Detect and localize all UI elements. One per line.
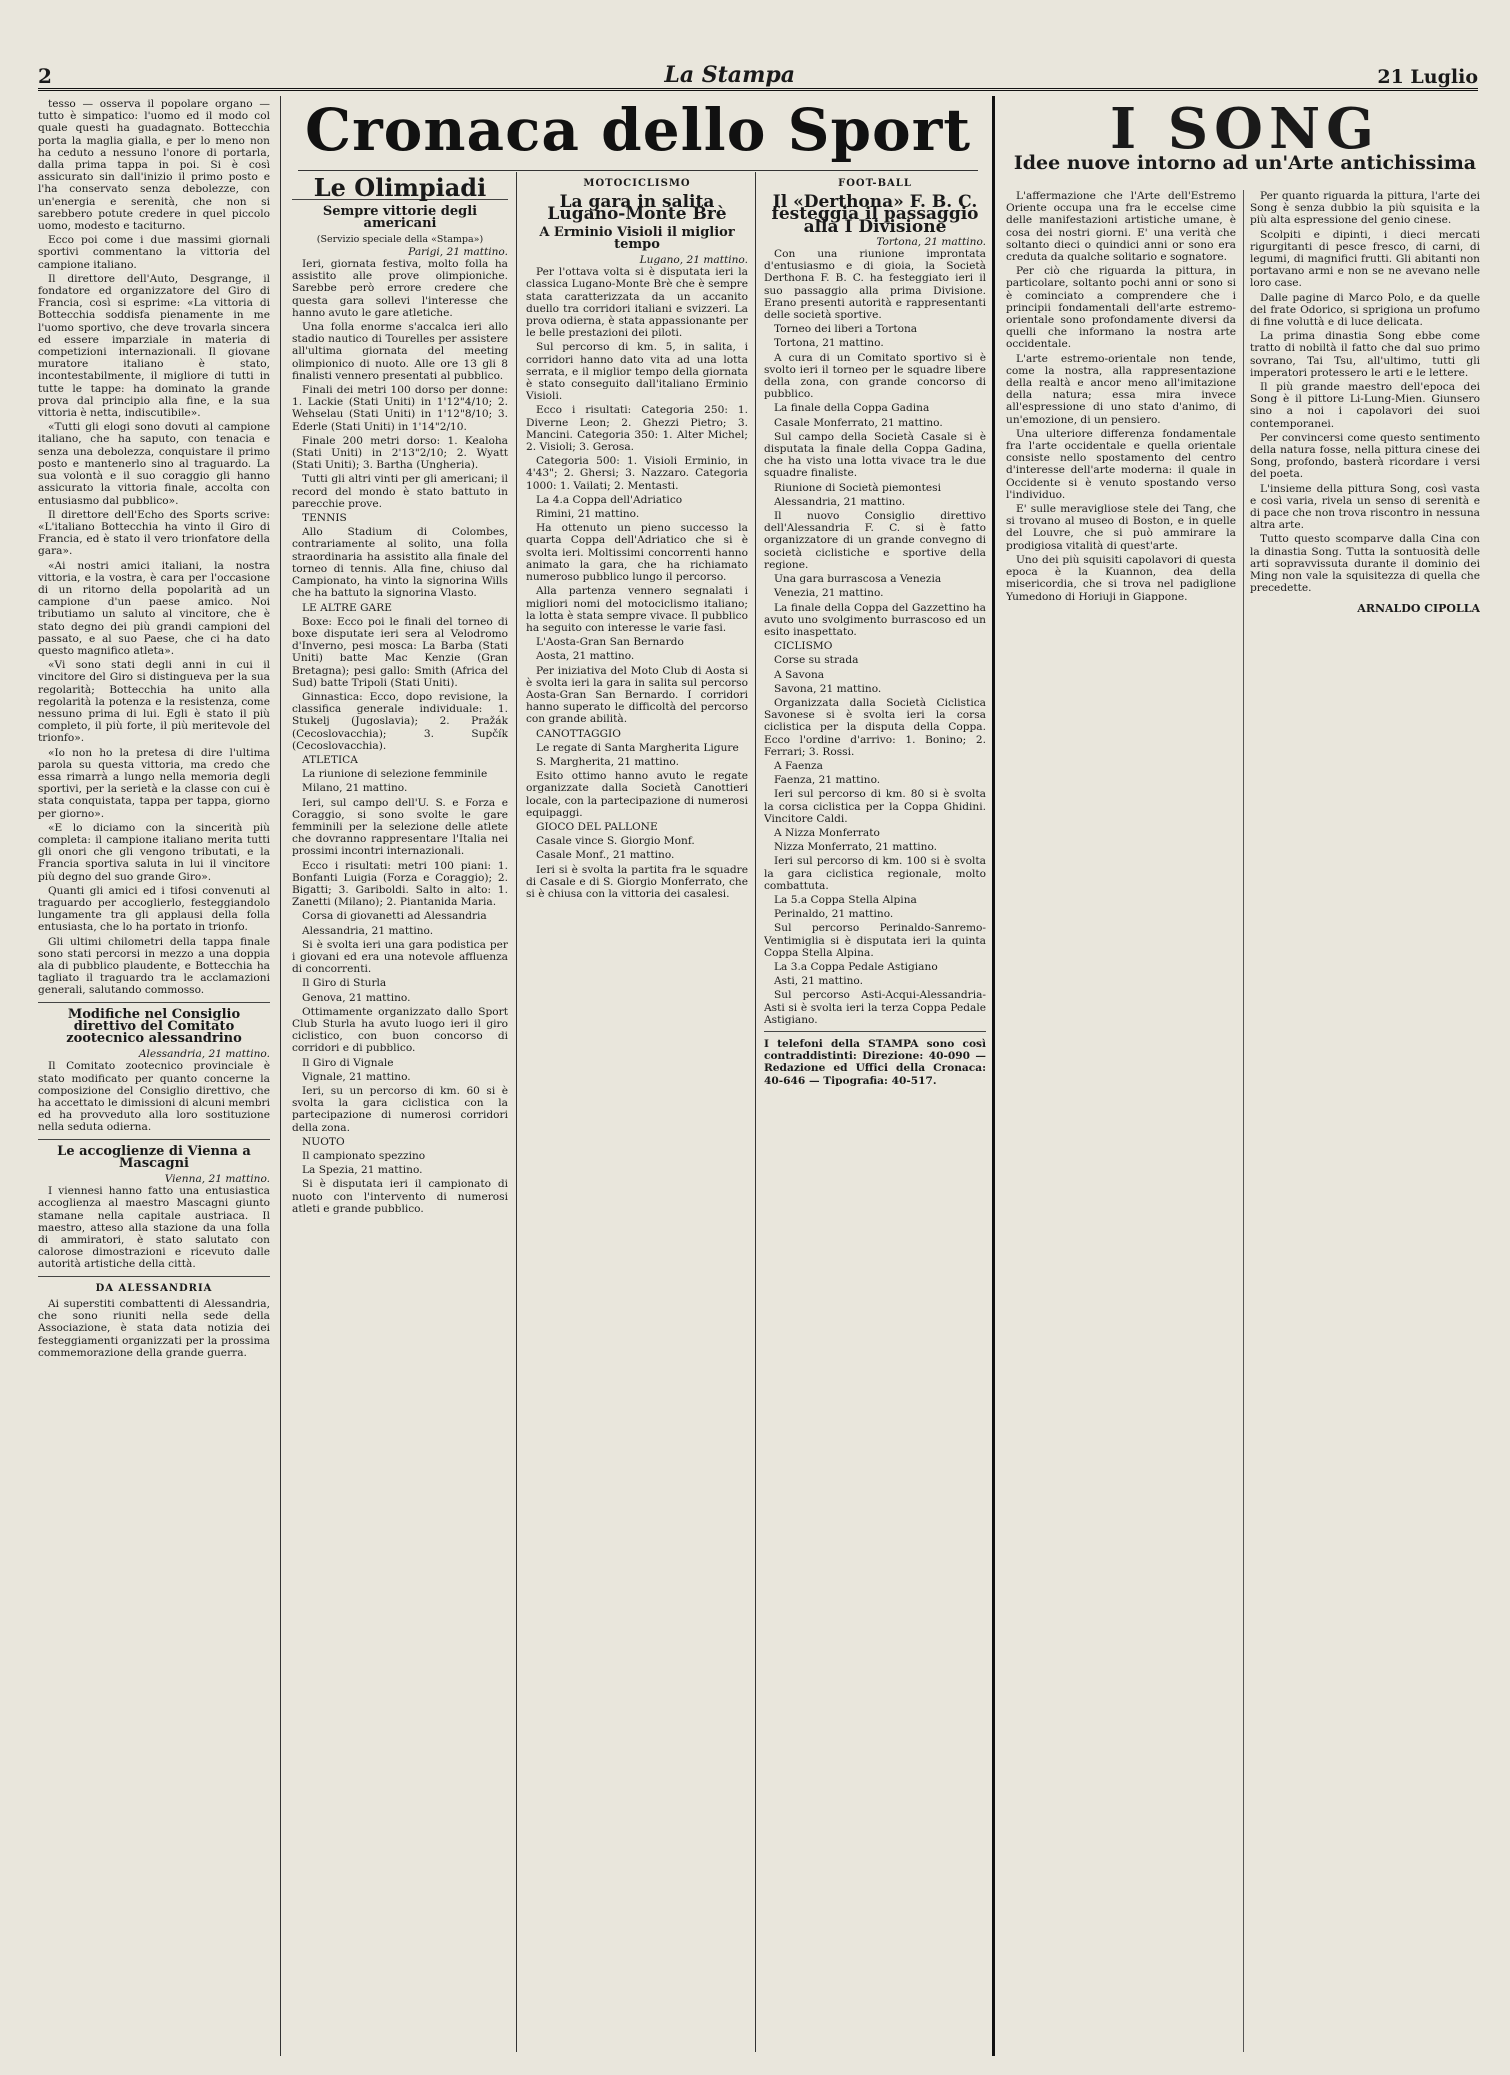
section-divider	[38, 1276, 270, 1277]
column-3	[526, 176, 748, 2052]
article-paragraph: «Ai nostri amici italiani, la nostra vittoria, e la vostra, è cara per l'occasione di un ritorno della popolarità ad un campione d'un paese amico. Noi tributiamo un saluto al vincitore, che è stato degno dei più grandi campioni del passato, e al suo Paese, che ci ha dato questo magnifico atleta».	[38, 559, 270, 657]
article-paragraph: E' sulle meravigliose stele dei Tang, che si trovano al museo di Boston, e in quelle del Louvre, che si può ammirare la prodigiosa vitalità di quest'arte.	[1006, 503, 1236, 552]
article-paragraph: «Tutti gli elogi sono dovuti al campione italiano, che ha saputo, con tenacia e senza una debolezza, conquistare il primo posto e mantenerlo sino al traguardo. La sua volontà e il suo coraggio gli hanno assicurato la vittoria finale, accolta con entusiasmo dal pubblico».	[38, 421, 270, 507]
article-paragraph: TENNIS	[302, 512, 347, 525]
article-paragraph: La riunione di selezione femminile	[302, 768, 488, 781]
column-rule	[755, 172, 756, 2052]
article-paragraph: Finali dei metri 100 dorso per donne: 1. Lackie (Stati Uniti) in 1'12"4/10; 2. Wehselau (Stati Uniti) in 1'12"8/10; 3. Ederle (Stati Uniti) in 1'14"2/10.	[292, 384, 508, 433]
article-paragraph: A Nizza Monferrato	[774, 826, 880, 839]
article-paragraph: A Savona	[774, 668, 825, 681]
article-paragraph: Savona, 21 mattino.	[774, 682, 882, 695]
column-3-body	[526, 266, 748, 900]
article-paragraph: Tutto questo scomparve dalla Cina con la dinastia Song. Tutta la sontuosità delle arti sopravvissuta durante il dominio dei Ming non vale la squisitezza di quella che precedette.	[1250, 533, 1480, 595]
article-paragraph: Ieri sul percorso di km. 80 si è svolta la corsa ciclistica per la Coppa Ghidini. Vincitore Caldi.	[764, 788, 986, 825]
article-paragraph: Per quanto riguarda la pittura, l'arte dei Song è senza dubbio la più squisita e la più alta espressione del genio cinese.	[1250, 190, 1480, 227]
article-paragraph: Ieri, su un percorso di km. 60 si è svolta la gara ciclistica con la partecipazione di numerosi corridori della zona.	[292, 1085, 508, 1134]
article-paragraph: Aosta, 21 mattino.	[536, 650, 635, 663]
article-paragraph: Sul percorso Asti-Acqui-Alessandria-Asti si è svolta ieri la terza Coppa Pedale Astigiano.	[764, 989, 986, 1026]
article-paragraph: LE ALTRE GARE	[302, 601, 392, 614]
article-paragraph: La 5.a Coppa Stella Alpina	[774, 893, 917, 906]
article-paragraph: tesso — osserva il popolare organo — tutto è simpatico: l'uomo ed il modo col quale questi ha guadagnato. Bottecchia porta la maglia gialla, e per lo meno non ha ceduto a nessuno l'onore di portarla, dalla prima tappa in poi. Si è così assicurato sin dall'inizio il primo posto e l'ha conservato senza debolezze, con un'energia e serenità, che non si sarebbero potute credere in quel piccolo uomo, modesto e taciturno.	[38, 98, 270, 233]
article-paragraph: A Faenza	[774, 759, 823, 772]
article-paragraph: Organizzata dalla Società Ciclistica Savonese si è svolta ieri la corsa ciclistica per la disputa della Coppa. Ecco l'ordine d'arrivo: 1. Bonino; 2. Ferrari; 3. Rossi.	[764, 696, 986, 758]
article-paragraph: Per iniziativa del Moto Club di Aosta si è svolta ieri la gara in salita sul percorso Aosta-Gran San Bernardo. I corridori hanno superato le difficoltà del percorso con grande abilità.	[526, 664, 748, 726]
article-paragraph: Ecco poi come i due massimi giornali sportivi commentano la vittoria del campione italiano.	[38, 234, 270, 271]
article-paragraph: L'affermazione che l'Arte dell'Estremo Oriente occupa una fra le eccelse cime delle manifestazioni artistiche umane, è cosa dei nostri giorni. E' una verità che soltanto dieci o quindici anni or sono era creduta da qualche solitario e sognatore.	[1006, 190, 1236, 264]
article-paragraph: «E lo diciamo con la sincerità più completa: il campione italiano merita tutti gli onori che gli vengono tributati, e la Francia sportiva saluta in lui il vincitore più degno del suo grande Giro».	[38, 821, 270, 883]
article-paragraph: Con una riunione improntata d'entusiasmo e di gioia, la Società Derthona F. B. C. ha festeggiato ieri il suo passaggio alla prima Divisione. Erano presenti autorità e rappresentanti delle società sportive.	[764, 248, 986, 322]
dateline: Parigi, 21 mattino.	[408, 245, 508, 258]
article-paragraph: Alessandria, 21 mattino.	[302, 924, 434, 937]
article-paragraph: Alessandria, 21 mattino.	[774, 495, 906, 508]
article-paragraph: Ieri si è svolta la partita fra le squadre di Casale e di S. Giorgio Monferrato, che si è chiusa con la vittoria dei casalesi.	[526, 863, 748, 900]
article-paragraph: Ecco i risultati: Categoria 250: 1. Diverne Leon; 2. Ghezzi Pietro; 3. Mancini. Categoria 350: 1. Alter Michel; 2. Visioli; 3. Gerosa.	[526, 404, 748, 454]
article-paragraph: Sul percorso Perinaldo-Sanremo-Ventimiglia si è disputata ieri la quinta Coppa Stella Alpina.	[764, 922, 986, 959]
article-paragraph: La Spezia, 21 mattino.	[302, 1164, 423, 1177]
paper-name: La Stampa	[664, 62, 795, 88]
article-paragraph: L'Aosta-Gran San Bernardo	[536, 636, 684, 649]
article-paragraph: A cura di un Comitato sportivo si è svolto ieri il torneo per le squadre libere della zona, con grande concorso di pubblico.	[764, 351, 986, 401]
article-paragraph: Tutti gli altri vinti per gli americani; il record del mondo è stato battuto in parecchie prove.	[292, 473, 508, 510]
column-rule-thick	[992, 96, 995, 2056]
article-heading: La gara in salita Lugano-Monte Brè	[547, 192, 727, 225]
article-paragraph: Una gara burrascosa a Venezia	[774, 573, 942, 586]
banner-rule	[298, 170, 978, 171]
column-1-body	[38, 98, 270, 997]
article-paragraph: Una folla enorme s'accalca ieri allo stadio nautico di Tourelles per assistere all'ultima giornata del meeting olimpionico di nuoto. Alle ore 13 gli 8 finalisti vennero presentati al pubblico.	[292, 321, 508, 382]
article-paragraph: Si è disputata ieri il campionato di nuoto con l'intervento di numerosi atleti e grande pubblico.	[292, 1178, 508, 1215]
article-paragraph: Quanti gli amici ed i tifosi convenuti al traguardo per accoglierlo, festeggiandolo lungamente tra gli applausi della folla entusiasta, che lo ha portato in trionfo.	[38, 884, 270, 934]
song-article-subtitle: Idee nuove intorno ad un'Arte antichissima	[1013, 152, 1477, 174]
article-paragraph: Ottimamente organizzato dallo Sport Club Sturla ha avuto luogo ieri il giro ciclistico, con buon concorso di corridori e di pubblico.	[292, 1005, 508, 1055]
article-paragraph: Alla partenza vennero segnalati i migliori nomi del motociclismo italiano; la lotta è stata sempre vivace. Il pubblico ha seguito con interesse le varie fasi.	[526, 585, 748, 634]
dateline: Tortona, 21 mattino.	[876, 235, 986, 248]
article-paragraph: Esito ottimo hanno avuto le regate organizzate dalla Società Canottieri locale, con la partecipazione di numerosi equipaggi.	[526, 770, 748, 819]
article-paragraph: «Vi sono stati degli anni in cui il vincitore del Giro si distingueva per la sua regolarità; Bottecchia ha unito alla regolarità la potenza e la resistenza, come nessuno prima di lui. Egli è stato il più completo, il più forte, il più meritevole del trionfo».	[38, 659, 270, 745]
article-paragraph: Categoria 500: 1. Visioli Erminio, in 4'43"; 2. Ghersi; 3. Nazzaro. Categoria 1000: 1. Vailati; 2. Mentasti.	[526, 455, 748, 492]
article-paragraph: La finale della Coppa Gadina	[774, 402, 930, 415]
article-paragraph: Il direttore dell'Auto, Desgrange, il fondatore ed organizzatore del Giro di Francia, così si esprime: «La vittoria di Bottecchia soddisfa pienamente in me l'uomo sportivo, che deve trovarla sincera ed essere imparziale in materia di competizioni internazionali. Il giovane muratore italiano è stato, incontestabilmente, il migliore di tutti in tutte le tappe: ha dominato la grande prova dal principio alla fine, e la sua vittoria è netta, indiscutibile».	[38, 272, 270, 420]
section-heading: Modifiche nel Consiglio direttivo del Comitato zootecnico alessandrino	[66, 1006, 242, 1047]
sport-banner-title: Cronaca dello Sport	[304, 96, 972, 164]
article-paragraph: ATLETICA	[302, 753, 358, 766]
article-paragraph: La finale della Coppa del Gazzettino ha avuto uno svolgimento burrascoso ed un esito inaspettato.	[764, 601, 986, 638]
article-paragraph: Casale Monferrato, 21 mattino.	[774, 416, 943, 429]
article-paragraph: Il campionato spezzino	[302, 1150, 426, 1163]
article-paragraph: Torneo dei liberi a Tortona	[774, 323, 918, 336]
telephone-notice: I telefoni della STAMPA sono così contraddistinti: Direzione: 40-090 — Redazione ed Uffici della Cronaca: 40-646 — Tipografia: 40-517.	[764, 1038, 986, 1087]
olympics-subheading: Sempre vittorie degli americani	[322, 204, 478, 232]
article-paragraph: Faenza, 21 mattino.	[774, 774, 881, 787]
page-number: 2	[38, 64, 52, 88]
section-kicker: MOTOCICLISMO	[583, 178, 691, 189]
column-rule	[516, 172, 517, 2052]
column-2	[292, 176, 508, 2052]
article-paragraph: NUOTO	[302, 1135, 345, 1148]
author-signature: ARNALDO CIPOLLA	[1357, 601, 1480, 615]
article-paragraph: Boxe: Ecco poi le finali del torneo di boxe disputate ieri sera al Velodromo d'Inverno, pesi mosca: La Barba (Stati Uniti) batte Mac Kenzie (Gran Bretagna); pesi gallo: Smith (Africa del Sud) batte Tripoli (Stati Uniti).	[292, 615, 508, 689]
article-paragraph: S. Margherita, 21 mattino.	[536, 755, 679, 768]
article-paragraph: Milano, 21 mattino.	[302, 782, 408, 795]
section-divider	[38, 1139, 270, 1140]
column-5	[1006, 190, 1480, 2052]
article-paragraph: Genova, 21 mattino.	[302, 991, 411, 1004]
article-paragraph: Le regate di Santa Margherita Ligure	[536, 741, 739, 754]
article-paragraph: Corsa di giovanetti ad Alessandria	[302, 910, 487, 923]
masthead	[38, 58, 1478, 91]
column-rule	[280, 96, 281, 2056]
article-paragraph: Il direttore dell'Echo des Sports scrive: «L'italiano Bottecchia ha vinto il Giro di Francia, ed è stato il vero trionfatore della gara».	[38, 508, 270, 558]
article-paragraph: Sul percorso di km. 5, in salita, i corridori hanno dato vita ad una lotta serrata, e il miglior tempo della giornata è stato conseguito dall'italiano Erminio Visioli.	[526, 341, 748, 403]
article-paragraph: Per convincersi come questo sentimento della natura fosse, nella pittura cinese dei Song, profondo, basterà ricordare i versi del poeta.	[1250, 431, 1480, 481]
article-paragraph: Tortona, 21 mattino.	[774, 337, 884, 350]
article-paragraph: La 4.a Coppa dell'Adriatico	[536, 493, 683, 506]
article-paragraph: Ieri, sul campo dell'U. S. e Forza e Coraggio, si sono svolte le gare femminili per la selezione delle atlete che dovranno rappresentare l'Italia nei prossimi incontri internazionali.	[292, 796, 508, 858]
olympics-heading: Le Olimpiadi	[313, 176, 487, 202]
dateline: Vienna, 21 mattino.	[164, 1173, 270, 1186]
article-subheading: A Erminio Visioli il miglior tempo	[539, 224, 735, 252]
article-heading: Il «Derthona» F. B. C. festeggia il passaggio alla I Divisione	[771, 192, 979, 237]
article-paragraph: Sul campo della Società Casale si è disputata la finale della Coppa Gadina, che ha visto una lotta vivace tra le due squadre finaliste.	[764, 430, 986, 480]
article-paragraph: Casale vince S. Giorgio Monf.	[536, 835, 695, 848]
article-paragraph: Il Comitato zootecnico provinciale è stato modificato per quanto concerne la composizione del Consiglio direttivo, che ha accettato le dimissioni di alcuni membri ed ha provveduto alla loro sostituzione nella seduta odierna.	[38, 1060, 270, 1134]
article-paragraph: Ginnastica: Ecco, dopo revisione, la classifica generale individuale: 1. Stukelj (Jugoslavia); 2. Pražák (Cecoslovacchia); 3. Supčík (Cecoslovacchia).	[292, 690, 508, 752]
article-paragraph: Rimini, 21 mattino.	[536, 508, 640, 521]
article-paragraph: I viennesi hanno fatto una entusiastica accoglienza al maestro Mascagni giunto stamane nella capitale austriaca. Il maestro, atteso alla stazione da una folla di ammiratori, è stato salutato con calorose dimostrazioni e ricevuto dalle autorità artistiche della città.	[38, 1185, 270, 1271]
article-paragraph: Per ciò che riguarda la pittura, in particolare, soltanto pochi anni or sono si è cominciato a comprendere che i principii fondamentali dell'arte estremo-orientale sono profondamente diversi da quelli che informano la nostra arte occidentale.	[1006, 265, 1236, 351]
article-paragraph: Uno dei più squisiti capolavori di questa epoca è la Kuannon, dea della misericordia, che si trova nel padiglione Yumedono di Horiuji in Giappone.	[1006, 553, 1236, 603]
column-5-body	[1006, 190, 1480, 615]
section-heading: DA ALESSANDRIA	[95, 1282, 213, 1294]
article-paragraph: L'arte estremo-orientale non tende, come la nostra, alla rappresentazione della realtà e ancor meno all'imitazione della natura; essa mira invece all'espressione di uno stato d'animo, di un'emozione, di un pensiero.	[1006, 352, 1236, 426]
article-paragraph: Ecco i risultati: metri 100 piani: 1. Bonfanti Luigia (Forza e Coraggio); 2. Bigatti; 3. Gariboldi. Salto in alto: 1. Zanetti (Milano); 2. Piantanida Maria.	[292, 859, 508, 909]
article-paragraph: «Io non ho la pretesa di dire l'ultima parola su questa vittoria, ma credo che essa rimarrà a lungo nella memoria degli sportivi, per la serietà e la classe con cui è stata conquistata, tappa per tappa, giorno per giorno».	[38, 746, 270, 820]
article-paragraph: Corse su strada	[774, 654, 859, 667]
dateline: Alessandria, 21 mattino.	[138, 1048, 270, 1061]
article-paragraph: Ai superstiti combattenti di Alessandria, che sono riuniti nella sede della Associazione, è stata data notizia dei festeggiamenti organizzati per la prossima commemorazione della grande guerra.	[38, 1297, 270, 1359]
article-paragraph: Asti, 21 mattino.	[774, 975, 863, 988]
article-paragraph: GIOCO DEL PALLONE	[536, 820, 658, 833]
article-paragraph: Nizza Monferrato, 21 mattino.	[774, 841, 938, 854]
column-2-body	[292, 258, 508, 1215]
article-paragraph: Il più grande maestro dell'epoca dei Song è il pittore Li-Lung-Mien. Giunsero sino a noi i capolavori dei suoi contemporanei.	[1250, 381, 1480, 430]
article-paragraph: Vignale, 21 mattino.	[302, 1070, 411, 1083]
column-4-body	[764, 248, 986, 1026]
article-paragraph: Casale Monf., 21 mattino.	[536, 849, 675, 862]
article-paragraph: Perinaldo, 21 mattino.	[774, 908, 894, 921]
article-paragraph: La prima dinastia Song ebbe come tratto di nobiltà il fatto che dal suo primo sovrano, Tai Tsu, all'ultimo, tutti gli imperatori protessero le arti e le lettere.	[1250, 330, 1480, 379]
article-paragraph: Riunione di Società piemontesi	[774, 481, 941, 494]
article-paragraph: L'insieme della pittura Song, così vasta e così varia, rivela un senso di serenità e di pace che non trova riscontro in nessuna altra arte.	[1250, 482, 1480, 532]
credit-line: (Servizio speciale della «Stampa»)	[316, 233, 484, 245]
issue-date: 21 Luglio	[1377, 66, 1478, 88]
song-article-title: I SONG	[1110, 96, 1380, 162]
section-divider	[38, 1002, 270, 1003]
article-paragraph: Il Giro di Sturla	[302, 977, 387, 990]
section-divider	[764, 1031, 986, 1032]
article-paragraph: Dalle pagine di Marco Polo, e da quelle del frate Odorico, si sprigiona un profumo di fine voluttà e di luce delicata.	[1250, 291, 1480, 329]
article-paragraph: Si è svolta ieri una gara podistica per i giovani ed era una notevole affluenza di concorrenti.	[292, 938, 508, 976]
article-paragraph: Scolpiti e dipinti, i dieci mercati rigurgitanti di pesce fresco, di carni, di legumi, di magnifici frutti. Gli abitanti non portavano armi e non se ne avevano nelle loro case.	[1250, 228, 1480, 290]
article-paragraph: Per l'ottava volta si è disputata ieri la classica Lugano-Monte Brè che è sempre stata caratterizzata da un accanito duello tra corridori italiani e svizzeri. La prova odierna, è stata appassionante per le belle prestazioni dei piloti.	[526, 266, 748, 340]
dateline: Lugano, 21 mattino.	[639, 254, 748, 267]
article-paragraph: CANOTTAGGIO	[536, 727, 621, 740]
article-paragraph: CICLISMO	[774, 640, 833, 653]
column-1	[38, 98, 270, 2053]
section-kicker: FOOT-BALL	[838, 178, 912, 189]
section-heading: Le accoglienze di Vienna a Mascagni	[57, 1143, 251, 1171]
article-paragraph: Finale 200 metri dorso: 1. Kealoha (Stati Uniti) in 2'13"2/10; 2. Wyatt (Stati Uniti); 3. Bartha (Ungheria).	[292, 434, 508, 472]
article-paragraph: Allo Stadium di Colombes, contrariamente al solito, una folla straordinaria ha assistito alla finale del torneo di tennis. Alla fine, chiuso dal Campionato, ha vinto la signorina Wills che ha battuto la signorina Vlasto.	[292, 526, 508, 600]
column-4	[764, 176, 986, 2052]
article-paragraph: Il nuovo Consiglio direttivo dell'Alessandria F. C. si è fatto organizzatore di un grande convegno di società ciclistiche e sportive della regione.	[764, 510, 986, 571]
article-paragraph: Venezia, 21 mattino.	[774, 587, 884, 600]
article-paragraph: Ha ottenuto un pieno successo la quarta Coppa dell'Adriatico che si è svolta ieri. Moltissimi concorrenti hanno animato la gara, che ha richiamato numeroso pubblico lungo il percorso.	[526, 522, 748, 584]
article-paragraph: Ieri sul percorso di km. 100 si è svolta la gara ciclistica regionale, molto combattuta.	[764, 855, 986, 892]
article-paragraph: Il Giro di Vignale	[302, 1056, 394, 1069]
article-paragraph: Una ulteriore differenza fondamentale fra l'arte occidentale e quella orientale consiste nello spostamento del centro d'interesse dell'arte moderna: il quale in Occidente si è venuto spostando verso l'individuo.	[1006, 427, 1236, 501]
article-paragraph: Gli ultimi chilometri della tappa finale sono stati percorsi in mezzo a una doppia ala di pubblico plaudente, e Bottecchia ha tagliato il traguardo tra le acclamazioni generali, salutando commosso.	[38, 935, 270, 997]
article-paragraph: Ieri, giornata festiva, molto folla ha assistito alle prove olimpioniche. Sarebbe però errore credere che questa gara sollevi l'interesse che hanno avuto le gare atletiche.	[292, 258, 508, 319]
article-paragraph: La 3.a Coppa Pedale Astigiano	[774, 960, 938, 973]
